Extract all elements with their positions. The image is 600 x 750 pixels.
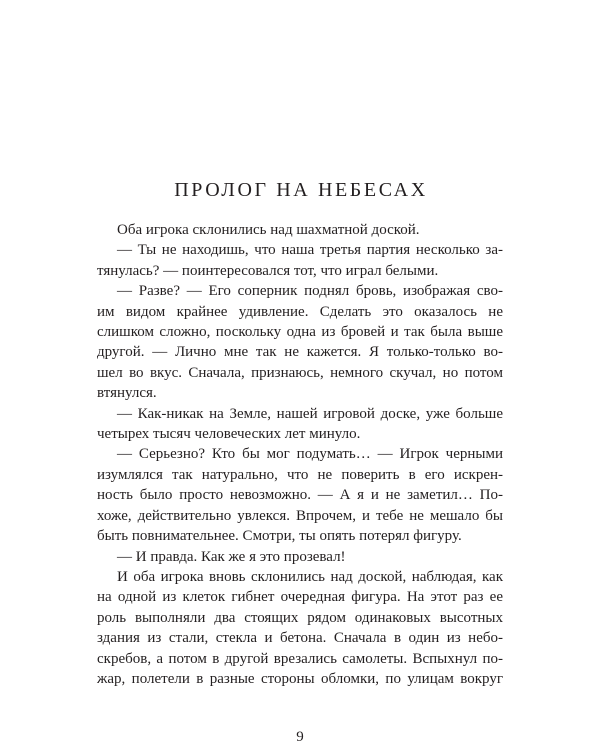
text-line: шел во вкус. Сначала, признаюсь, немного скучал, но потом: [97, 364, 503, 381]
text-line: — Серьезно? Кто бы мог подумать… — Игрок черными: [117, 446, 503, 463]
text-line: здания из стали, стекла и бетона. Сначала в один из небо-: [97, 630, 503, 647]
text-line: хоже, действительно увлекся. Впрочем, и тебе не мешало бы: [97, 507, 503, 524]
text-line: И оба игрока вновь склонились над доской, наблюдая, как: [117, 568, 503, 585]
paragraph: [97, 281, 503, 403]
paragraph: [97, 220, 503, 240]
text-line: втянулся.: [97, 385, 157, 402]
text-line: быть повнимательнее. Смотри, ты опять потерял фигуру.: [97, 528, 462, 545]
text-line: изумлялся так натурально, что не поверить в его искрен-: [97, 466, 503, 483]
chapter-title: ПРОЛОГ НА НЕБЕСАХ: [174, 179, 428, 201]
paragraph: [97, 240, 503, 281]
text-line: им видом крайнее удивление. Сделать это оказалось не: [97, 303, 503, 320]
text-line: другой. — Лично мне так не кажется. Я только-только во-: [97, 344, 503, 361]
text-line: тянулась? — поинтересовался тот, что играл белыми.: [97, 262, 439, 279]
paragraph: [97, 404, 503, 445]
text-line: Оба игрока склонились над шахматной доской.: [117, 222, 420, 238]
body-text: [97, 220, 503, 689]
text-line: — И правда. Как же я это прозевал!: [117, 548, 346, 565]
paragraph: [97, 547, 503, 567]
text-line: жар, полетели в разные стороны обломки, по улицам вокруг: [97, 670, 503, 687]
paragraph: [97, 444, 503, 546]
text-line: роль выполняли два стоящих рядом одинаковых высотных: [97, 609, 503, 626]
text-line: скребов, а потом в другой врезались самолеты. Вспыхнул по-: [97, 650, 503, 667]
text-line: на одной из клеток гибнет очередная фигура. На этот раз ее: [97, 589, 503, 606]
text-line: — Разве? — Его соперник поднял бровь, изображая сво-: [117, 283, 503, 300]
text-line: — Как-никак на Земле, нашей игровой доске, уже больше: [117, 405, 503, 422]
text-line: слишком сложно, поскольку одна из бровей и так была выше: [97, 324, 503, 341]
paragraph: [97, 567, 503, 689]
text-line: — Ты не находишь, что наша третья партия несколько за-: [117, 242, 503, 259]
page-number: 9: [296, 729, 304, 745]
text-line: ность было просто невозможно. — А я и не заметил… По-: [97, 487, 503, 504]
text-line: четырех тысяч человеческих лет минуло.: [97, 426, 361, 443]
